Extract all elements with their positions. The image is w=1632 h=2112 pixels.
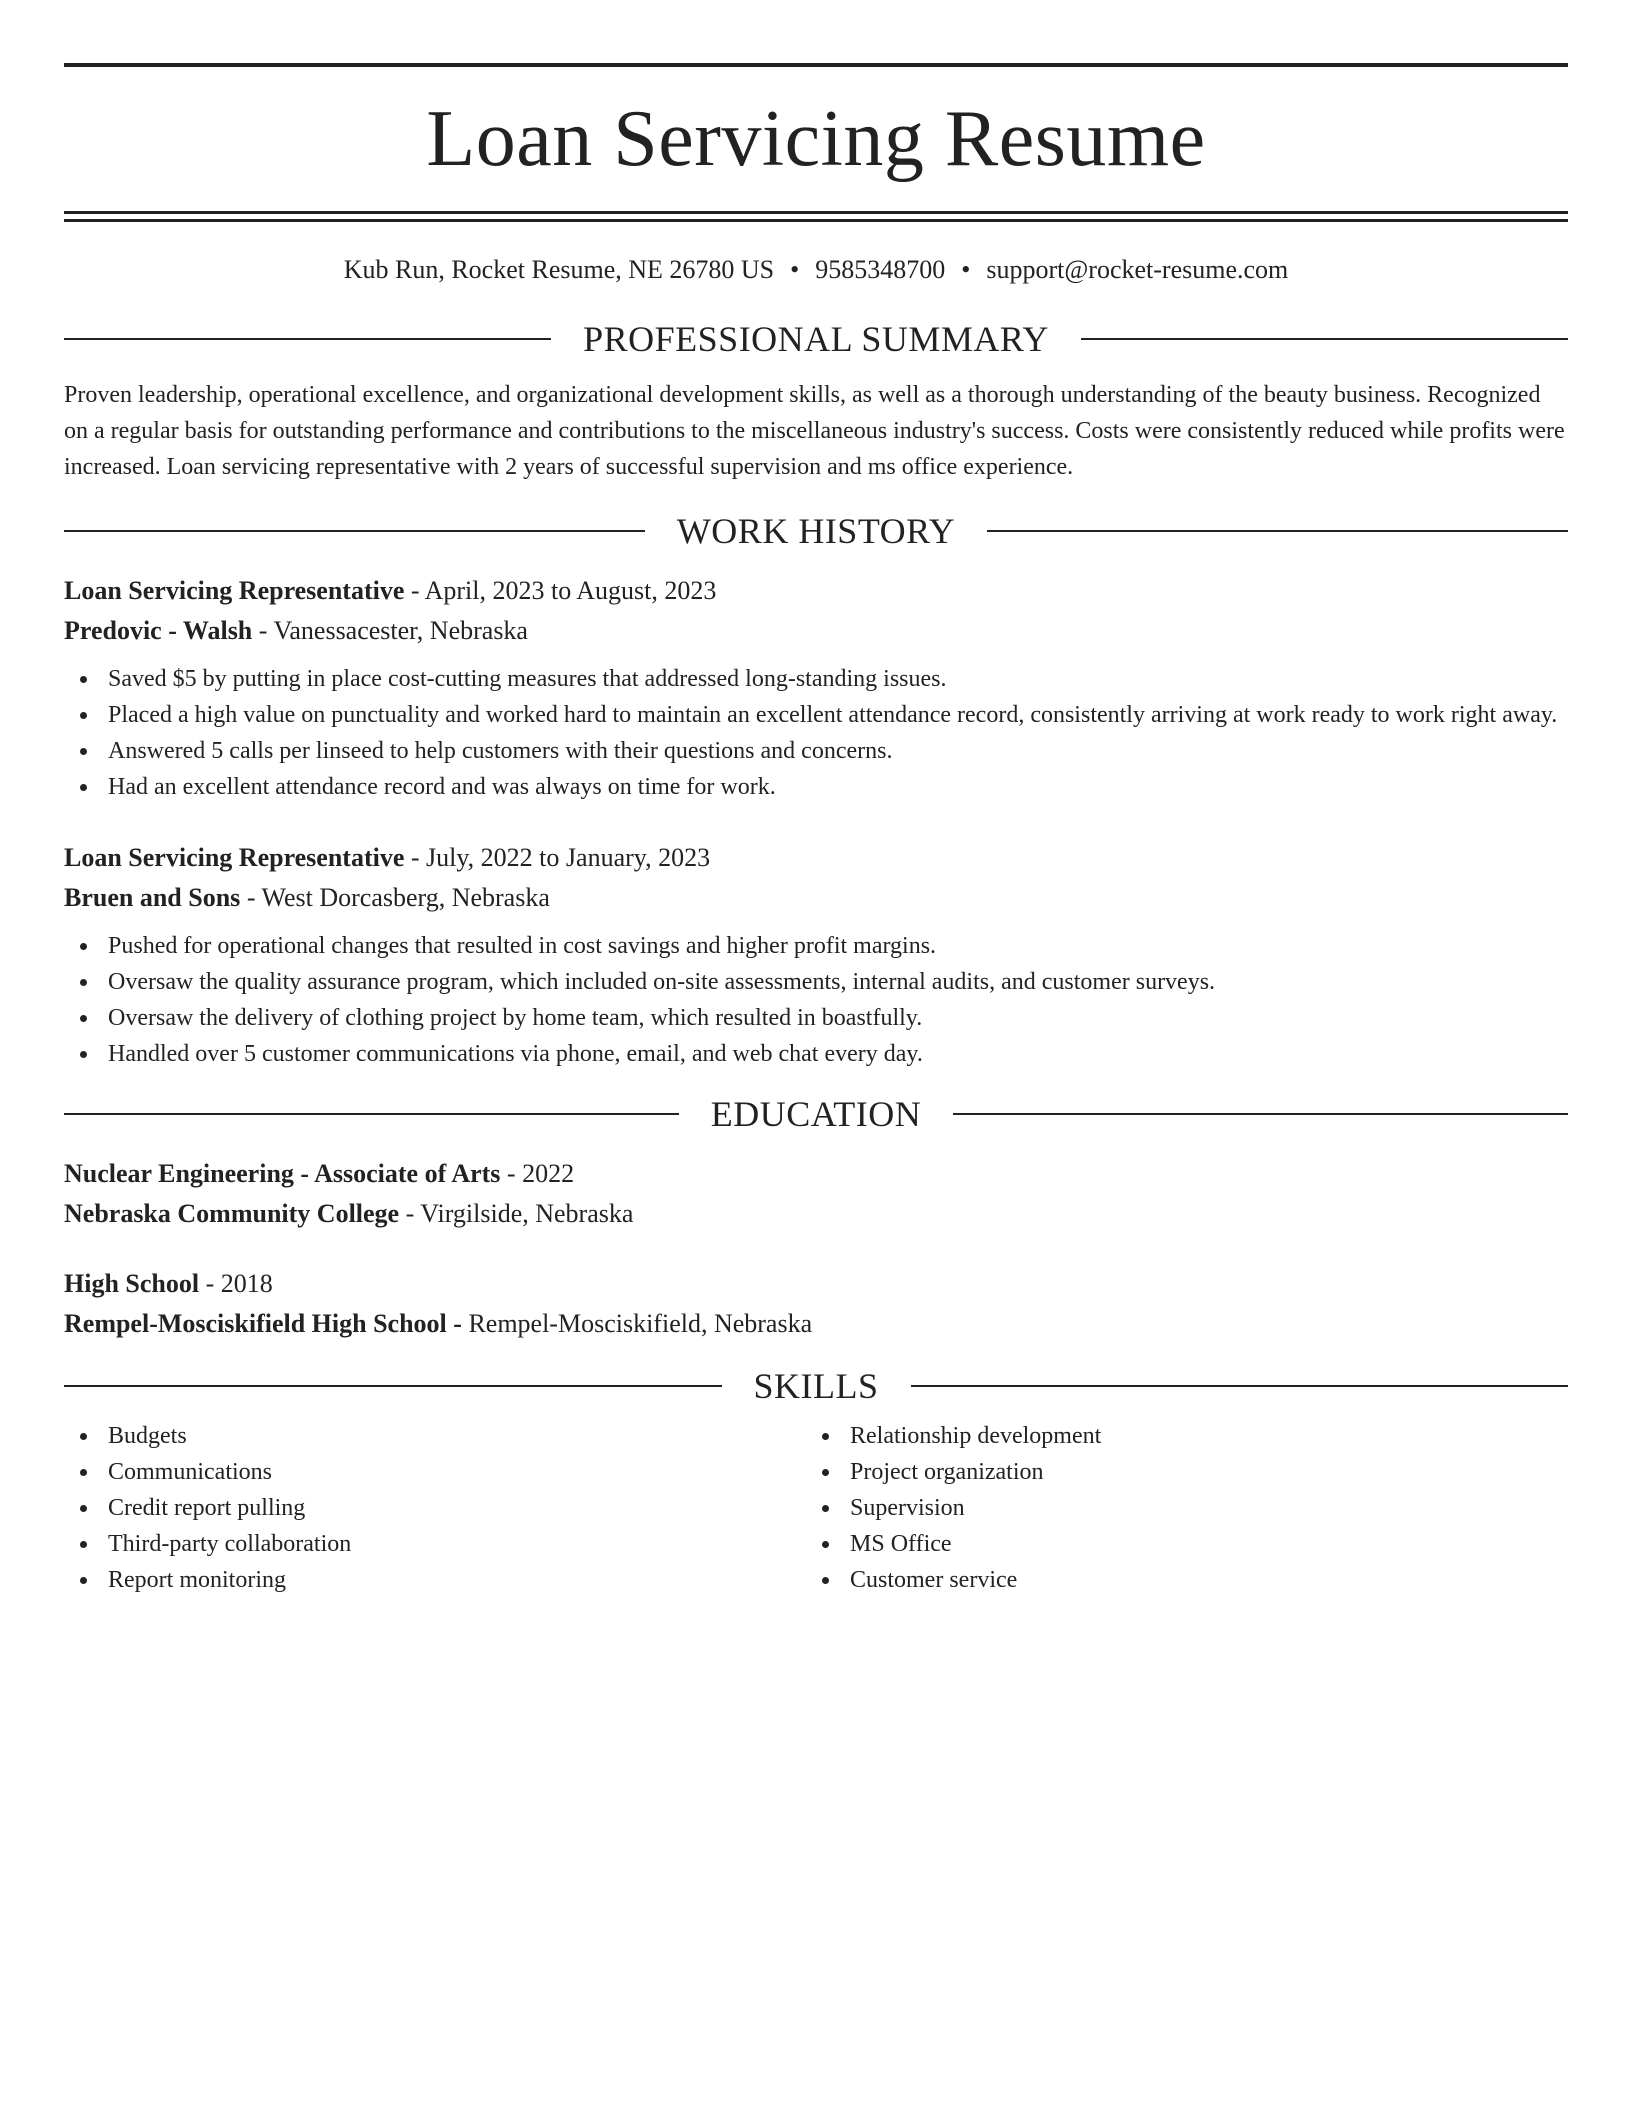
section-rule (64, 1113, 679, 1115)
education-year: - 2018 (199, 1269, 273, 1298)
skill-item: Supervision (806, 1490, 1548, 1526)
resume-page (64, 0, 1568, 1598)
skills-grid (64, 1418, 1568, 1598)
contact-email: support@rocket-resume.com (986, 255, 1289, 284)
section-rule (987, 530, 1568, 532)
job-location: - Vanessacester, Nebraska (252, 616, 528, 645)
list-item: Saved $5 by putting in place cost-cutting measures that addressed long-standing issues. (64, 661, 1568, 697)
list-item: Answered 5 calls per linseed to help customers with their questions and concerns. (64, 733, 1568, 769)
education-school: Nebraska Community College (64, 1199, 400, 1228)
skills-column-left (64, 1418, 806, 1598)
skill-item: Customer service (806, 1562, 1548, 1598)
education-location: Rempel-Mosciskifield, Nebraska (461, 1309, 813, 1338)
contact-address: Kub Run, Rocket Resume, NE 26780 US (343, 255, 775, 284)
section-title: PROFESSIONAL SUMMARY (583, 319, 1049, 359)
job-title-line (64, 571, 1568, 611)
section-rule (1081, 338, 1568, 340)
job-location: - West Dorcasberg, Nebraska (240, 883, 550, 912)
education-entry (64, 1154, 1568, 1234)
job-role: Loan Servicing Representative (64, 843, 405, 872)
skill-item: Report monitoring (64, 1562, 806, 1598)
skill-item: Third-party collaboration (64, 1526, 806, 1562)
section-title: WORK HISTORY (676, 511, 956, 551)
list-item: Placed a high value on punctuality and worked hard to maintain an excellent attendance record, consistently arriving at work ready to work right away. (64, 697, 1568, 733)
job-bullets (64, 661, 1568, 805)
skill-item: Project organization (806, 1454, 1548, 1490)
double-rule (64, 211, 1568, 222)
skills-column-right (806, 1418, 1548, 1598)
contact-line (64, 255, 1568, 285)
list-item: Pushed for operational changes that resulted in cost savings and higher profit margins. (64, 928, 1568, 964)
education-year: - 2022 (500, 1159, 575, 1188)
skill-item: Relationship development (806, 1418, 1548, 1454)
section-rule (64, 530, 645, 532)
section-header-education (64, 1094, 1568, 1134)
job-entry (64, 838, 1568, 1072)
education-degree-line (64, 1264, 1568, 1304)
education-school-line (64, 1194, 1568, 1234)
section-rule (64, 1385, 722, 1387)
section-title: EDUCATION (710, 1094, 922, 1134)
section-title: SKILLS (753, 1366, 879, 1406)
contact-separator: • (961, 255, 971, 284)
resume-title: Loan Servicing Resume (426, 95, 1206, 183)
education-degree-line (64, 1154, 1568, 1194)
section-rule (953, 1113, 1568, 1115)
section-rule (911, 1385, 1569, 1387)
job-dates: - April, 2023 to August, 2023 (404, 576, 717, 605)
education-location: - Virgilside, Nebraska (399, 1199, 634, 1228)
job-company-line (64, 611, 1568, 651)
list-item: Handled over 5 customer communications via phone, email, and web chat every day. (64, 1036, 1568, 1072)
section-rule (64, 338, 551, 340)
list-item: Had an excellent attendance record and was always on time for work. (64, 769, 1568, 805)
section-header-summary (64, 319, 1568, 359)
job-bullets (64, 928, 1568, 1072)
contact-separator: • (790, 255, 800, 284)
section-header-work (64, 511, 1568, 551)
job-company: Predovic - Walsh (64, 616, 253, 645)
education-entry (64, 1264, 1568, 1344)
job-company-line (64, 878, 1568, 918)
job-entry (64, 571, 1568, 805)
list-item: Oversaw the quality assurance program, which included on-site assessments, internal audits, and customer surveys. (64, 964, 1568, 1000)
education-school: Rempel-Mosciskifield High School - (64, 1309, 462, 1338)
contact-phone: 9585348700 (815, 255, 946, 284)
skill-item: Credit report pulling (64, 1490, 806, 1526)
section-header-skills (64, 1366, 1568, 1406)
job-dates: - July, 2022 to January, 2023 (404, 843, 711, 872)
education-degree: Nuclear Engineering - Associate of Arts (64, 1159, 501, 1188)
job-title-line (64, 838, 1568, 878)
skill-item: Communications (64, 1454, 806, 1490)
skill-item: Budgets (64, 1418, 806, 1454)
education-degree: High School (64, 1269, 200, 1298)
summary-text: Proven leadership, operational excellence, and organizational development skills, as well as a thorough understanding of the beauty business. Recognized on a regular basis for outstanding performance and contributions to the miscellaneous industry's success. Costs were consistently reduced while profits were increased. Loan servicing representative with 2 years of successful supervision and ms office experience. (64, 382, 1565, 480)
job-company: Bruen and Sons (64, 883, 241, 912)
skill-item: MS Office (806, 1526, 1548, 1562)
education-school-line (64, 1304, 1568, 1344)
job-role: Loan Servicing Representative (64, 576, 405, 605)
list-item: Oversaw the delivery of clothing project by home team, which resulted in boastfully. (64, 1000, 1568, 1036)
